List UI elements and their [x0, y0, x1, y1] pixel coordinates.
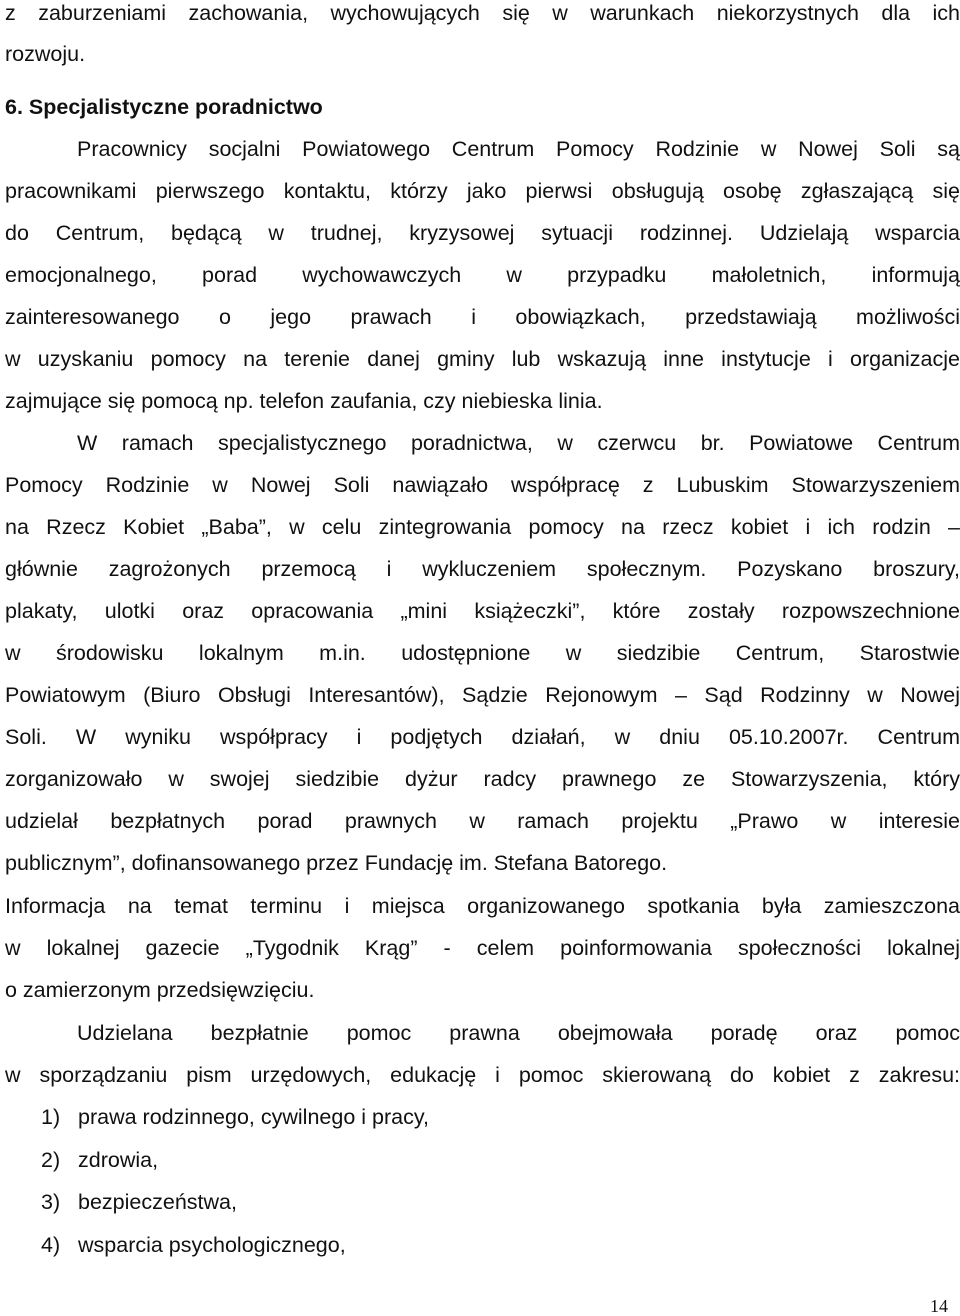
text-line: Soli. W wyniku współpracy i podjętych działań, w dniu 05.10.2007r. Centrum: [5, 725, 960, 749]
list-item: zdrowia,: [78, 1148, 159, 1172]
text-line: do Centrum, będącą w trudnej, kryzysowej sytuacji rodzinnej. Udzielają wsparcia: [5, 221, 960, 245]
list-item-number: 4): [41, 1233, 61, 1257]
list-item: bezpieczeństwa,: [78, 1190, 237, 1214]
text-line: w lokalnej gazecie „Tygodnik Krąg” - celem poinformowania społeczności lokalnej: [5, 936, 960, 960]
text-line: w środowisku lokalnym m.in. udostępnione w siedzibie Centrum, Starostwie: [5, 641, 960, 665]
list-item: wsparcia psychologicznego,: [78, 1233, 346, 1257]
text-line: zajmujące się pomocą np. telefon zaufania, czy niebieska linia.: [5, 389, 603, 413]
list-item-number: 3): [41, 1190, 61, 1214]
text-line: udzielał bezpłatnych porad prawnych w ramach projektu „Prawo w interesie: [5, 809, 960, 833]
list-item-number: 1): [41, 1105, 61, 1129]
text-line: Udzielana bezpłatnie pomoc prawna obejmowała poradę oraz pomoc: [77, 1021, 960, 1045]
page-number: 14: [930, 1296, 948, 1316]
text-line: Pomocy Rodzinie w Nowej Soli nawiązało współpracę z Lubuskim Stowarzyszeniem: [5, 473, 960, 497]
text-line: w uzyskaniu pomocy na terenie danej gminy lub wskazują inne instytucje i organizacje: [5, 347, 960, 371]
text-line: zainteresowanego o jego prawach i obowiązkach, przedstawiają możliwości: [5, 305, 960, 329]
text-line: emocjonalnego, porad wychowawczych w przypadku małoletnich, informują: [5, 263, 960, 287]
section-heading: 6. Specjalistyczne poradnictwo: [5, 95, 323, 119]
text-line: w sporządzaniu pism urzędowych, edukację i pomoc skierowaną do kobiet z zakresu:: [5, 1063, 960, 1087]
text-line: Informacja na temat terminu i miejsca organizowanego spotkania była zamieszczona: [5, 894, 960, 918]
list-item: prawa rodzinnego, cywilnego i pracy,: [78, 1105, 429, 1129]
text-line: o zamierzonym przedsięwzięciu.: [5, 978, 315, 1002]
text-line: publicznym”, dofinansowanego przez Fundację im. Stefana Batorego.: [5, 851, 668, 875]
text-line: rozwoju.: [5, 42, 86, 66]
text-line: na Rzecz Kobiet „Baba”, w celu zintegrowania pomocy na rzecz kobiet i ich rodzin –: [5, 515, 960, 539]
text-line: W ramach specjalistycznego poradnictwa, w czerwcu br. Powiatowe Centrum: [77, 431, 960, 455]
text-line: z zaburzeniami zachowania, wychowujących się w warunkach niekorzystnych dla ich: [5, 1, 960, 25]
text-line: pracownikami pierwszego kontaktu, którzy jako pierwsi obsługują osobę zgłaszającą się: [5, 179, 960, 203]
text-line: Powiatowym (Biuro Obsługi Interesantów), Sądzie Rejonowym – Sąd Rodzinny w Nowej: [5, 683, 960, 707]
text-line: głównie zagrożonych przemocą i wykluczeniem społecznym. Pozyskano broszury,: [5, 557, 960, 581]
text-line: zorganizowało w swojej siedzibie dyżur radcy prawnego ze Stowarzyszenia, który: [5, 767, 960, 791]
text-line: plakaty, ulotki oraz opracowania „mini książeczki”, które zostały rozpowszechnione: [5, 599, 960, 623]
list-item-number: 2): [41, 1148, 61, 1172]
text-line: Pracownicy socjalni Powiatowego Centrum Pomocy Rodzinie w Nowej Soli są: [77, 137, 960, 161]
